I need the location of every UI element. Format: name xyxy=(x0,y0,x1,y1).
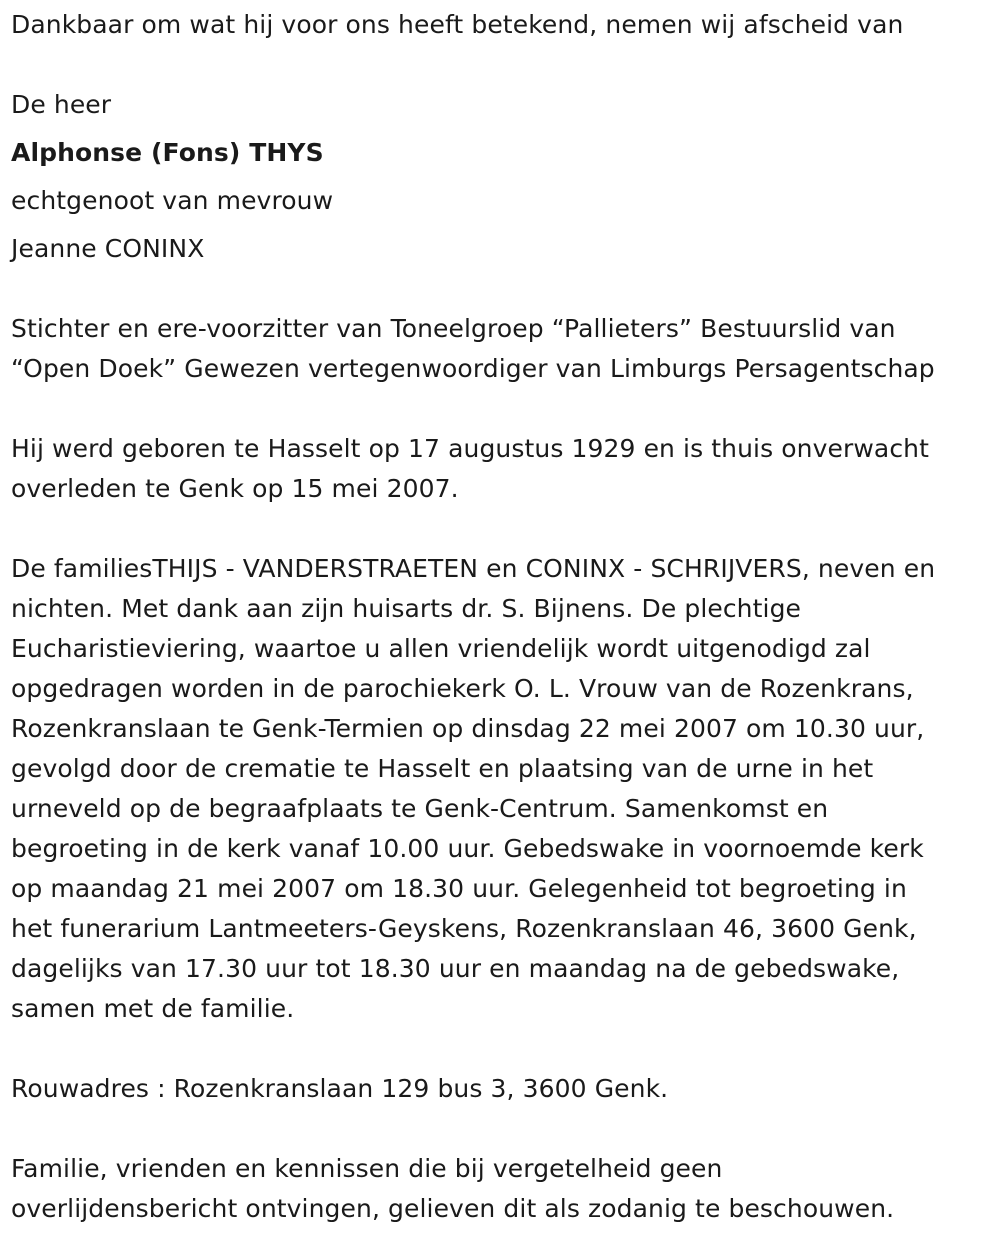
intro-line: Dankbaar om wat hij voor ons heeft betekend, nemen wij afscheid van xyxy=(11,10,904,39)
spouse-name: Jeanne CONINX xyxy=(11,234,205,263)
families-line: het funerarium Lantmeeters-Geyskens, Rozenkranslaan 46, 3600 Genk, xyxy=(11,914,917,943)
families-line: gevolgd door de crematie te Hasselt en plaatsing van de urne in het xyxy=(11,754,874,783)
families-line: op maandag 21 mei 2007 om 18.30 uur. Gelegenheid tot begroeting in xyxy=(11,874,907,903)
spouse-label: echtgenoot van mevrouw xyxy=(11,186,334,215)
roles-line: Stichter en ere-voorzitter van Toneelgroep “Pallieters” Bestuurslid van xyxy=(11,314,896,343)
families-line: opgedragen worden in de parochiekerk O. L. Vrouw van de Rozenkrans, xyxy=(11,674,914,703)
deceased-name: Alphonse (Fons) THYS xyxy=(11,138,324,167)
salutation: De heer xyxy=(11,90,112,119)
families-line: Eucharistieviering, waartoe u allen vriendelijk wordt uitgenodigd zal xyxy=(11,634,871,663)
families-line: begroeting in de kerk vanaf 10.00 uur. Gebedswake in voornoemde kerk xyxy=(11,834,924,863)
closing-line: Familie, vrienden en kennissen die bij vergetelheid geen xyxy=(11,1154,723,1183)
roles-line: “Open Doek” Gewezen vertegenwoordiger van Limburgs Persagentschap xyxy=(11,354,935,383)
families-line: dagelijks van 17.30 uur tot 18.30 uur en maandag na de gebedswake, xyxy=(11,954,900,983)
families-line: De familiesTHIJS - VANDERSTRAETEN en CONINX - SCHRIJVERS, neven en xyxy=(11,554,936,583)
families-line: urneveld op de begraafplaats te Genk-Centrum. Samenkomst en xyxy=(11,794,829,823)
families-line: Rozenkranslaan te Genk-Termien op dinsdag 22 mei 2007 om 10.30 uur, xyxy=(11,714,925,743)
closing-line: overlijdensbericht ontvingen, gelieven dit als zodanig te beschouwen. xyxy=(11,1194,895,1223)
families-line: nichten. Met dank aan zijn huisarts dr. S. Bijnens. De plechtige xyxy=(11,594,802,623)
address-line: Rouwadres : Rozenkranslaan 129 bus 3, 3600 Genk. xyxy=(11,1074,669,1103)
birth-death-line: Hij werd geboren te Hasselt op 17 augustus 1929 en is thuis onverwacht xyxy=(11,434,930,463)
families-line: samen met de familie. xyxy=(11,994,295,1023)
birth-death-line: overleden te Genk op 15 mei 2007. xyxy=(11,474,459,503)
